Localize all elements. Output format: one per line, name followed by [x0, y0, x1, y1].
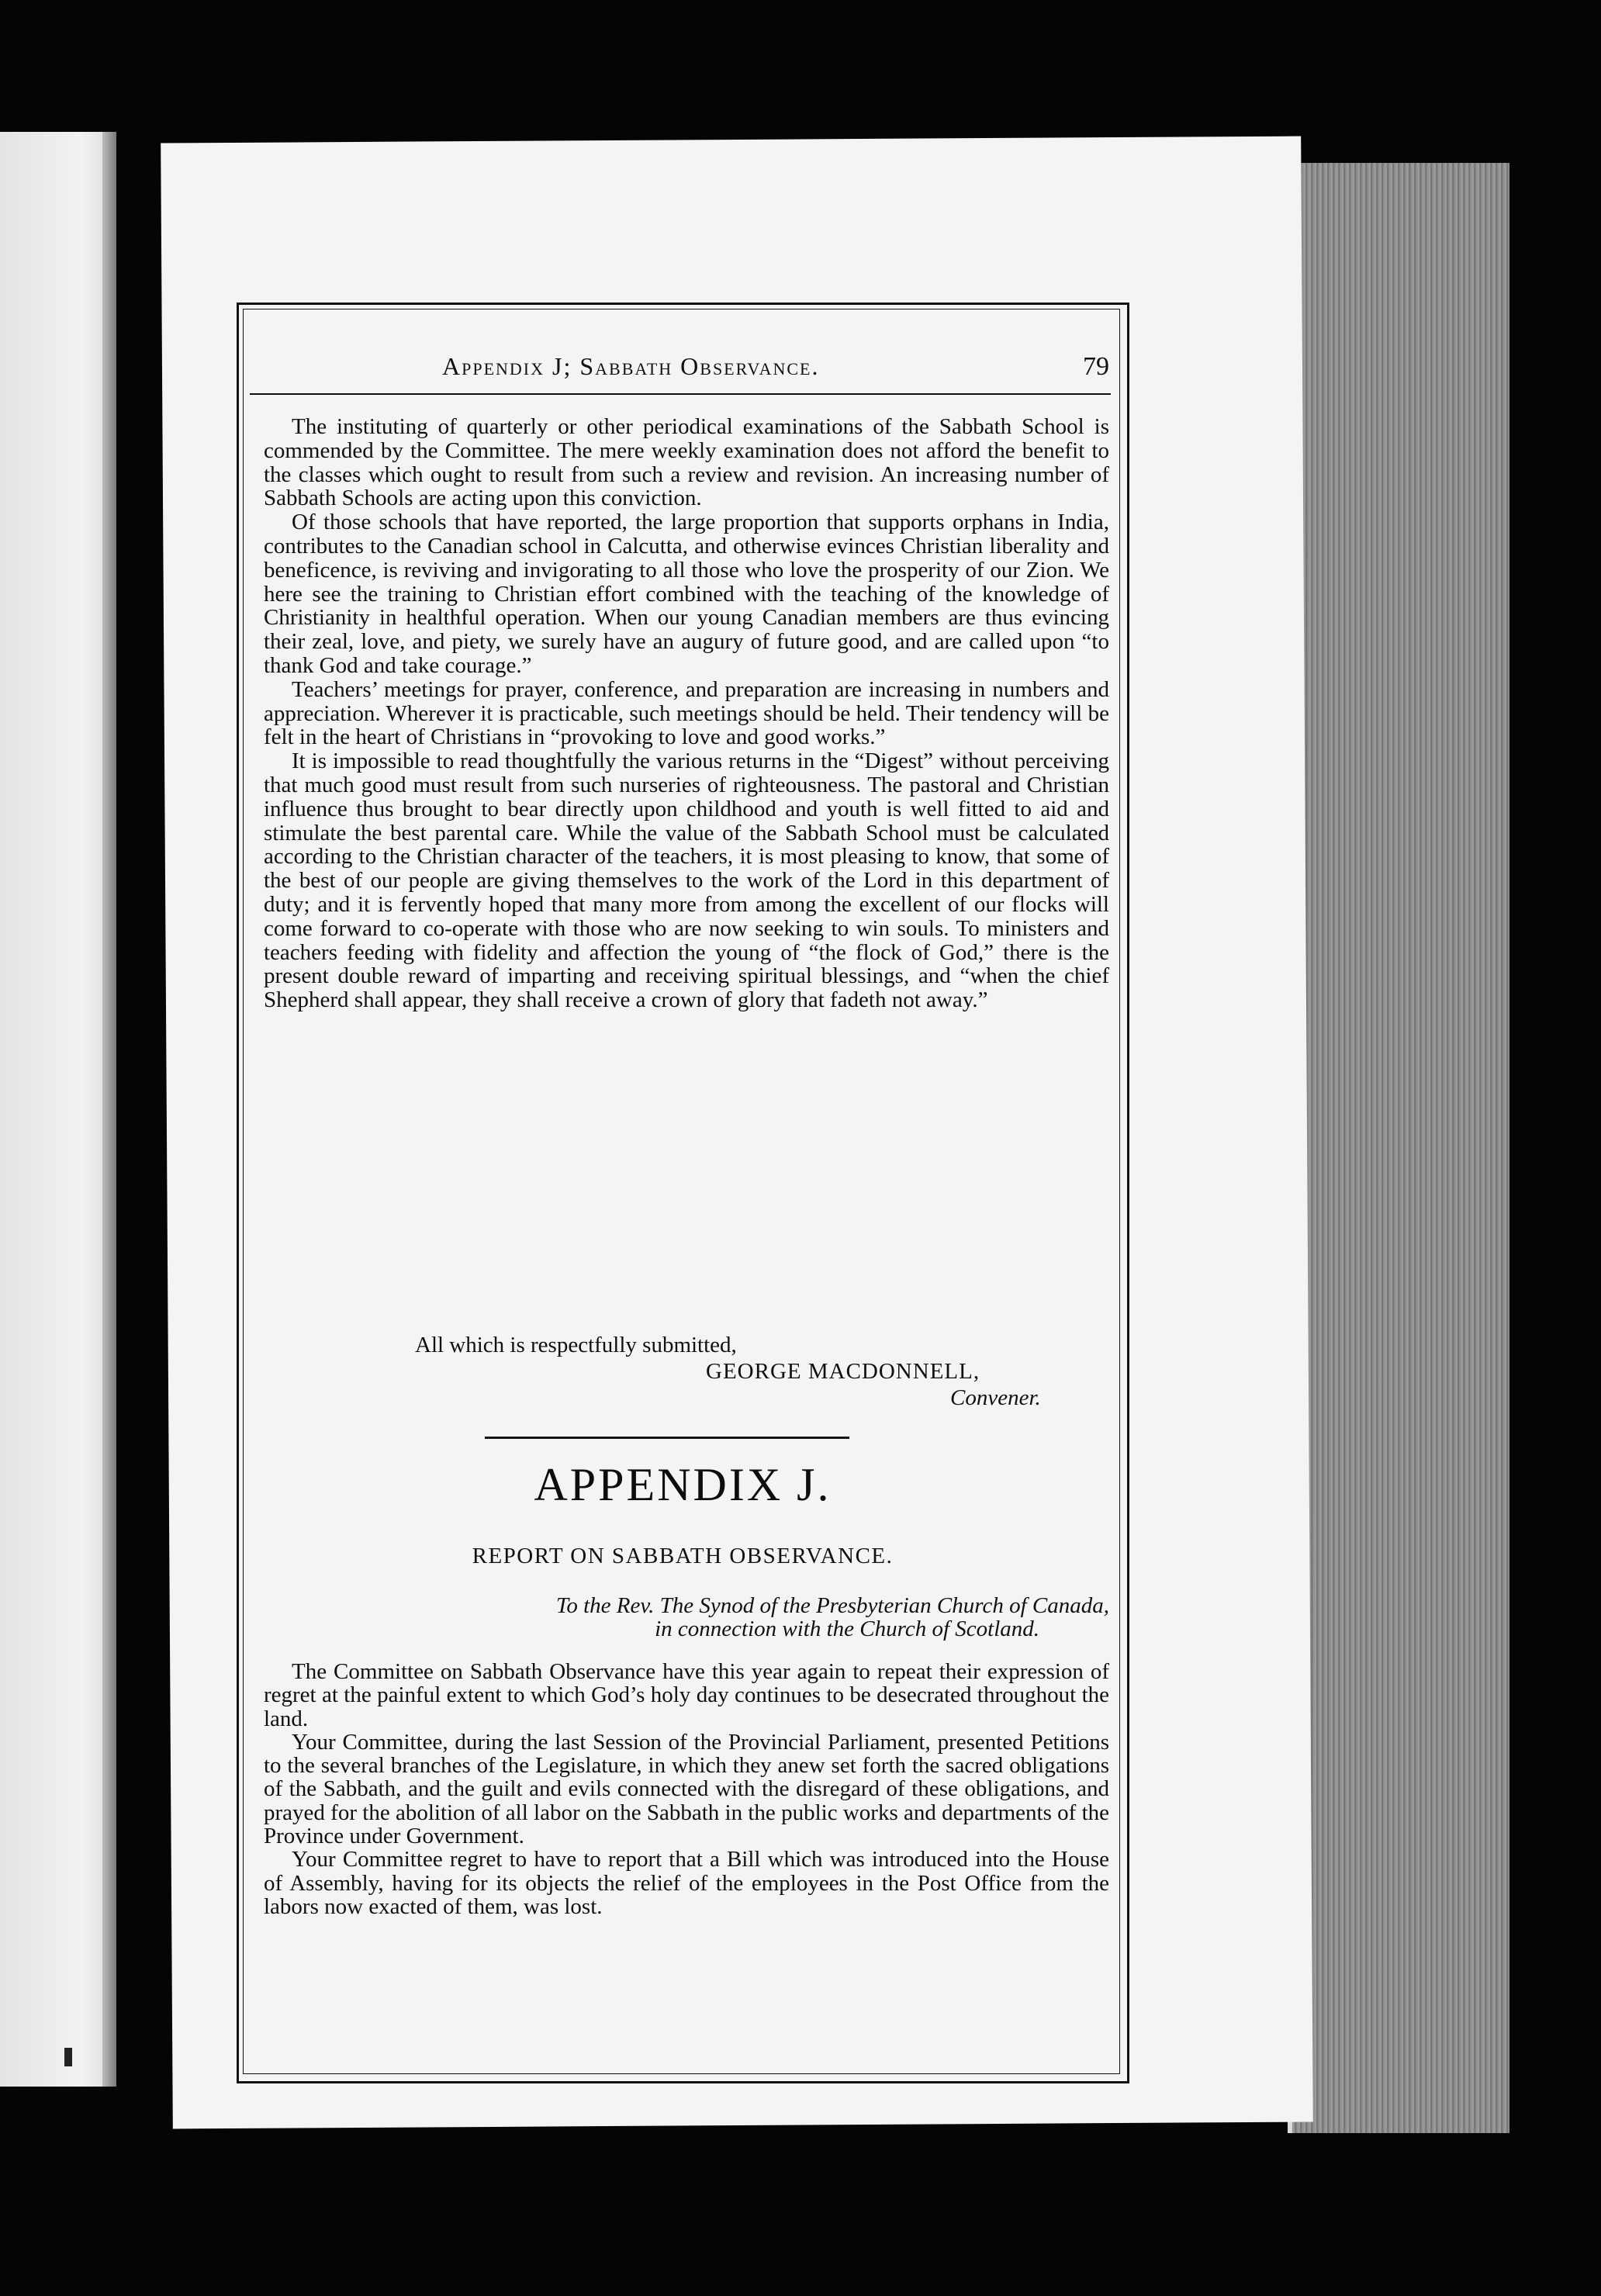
- paragraph: The instituting of quarterly or other periodical examinations of the Sabbath School is commended by the Committee. The mere weekly examination does not afford the benefit to the classes which ought to result from such a review and revision. An increasing number of Sabbath Schools are acting upon this conviction.: [264, 414, 1109, 511]
- address-line: in connection with the Church of Scotland.: [655, 1617, 1039, 1641]
- adjacent-page: [0, 132, 116, 2087]
- paragraph: Of those schools that have reported, the large proportion that supports orphans in India, contributes to the Canadian school in Calcutta, and otherwise evinces Christian liberality and beneficence, is reviving and invigorating to all those who love the prosperity of our Zion. We here see the training to Christian effort combined with the teaching of the knowledge of Christianity in healthful operation. When our young Canadian members are thus evincing their zeal, love, and piety, we surely have an augury of future good, and are called upon “to thank God and take courage.”: [264, 510, 1109, 678]
- running-title: Appendix J; Sabbath Observance.: [442, 352, 820, 380]
- paragraph: The Committee on Sabbath Observance have this year again to repeat their expression of regret at the painful extent to which God’s holy day continues to be desecrated throughout the land.: [264, 1659, 1109, 1731]
- paragraph: Your Committee regret to have to report that a Bill which was introduced into the House of Assembly, having for its objects the relief of the employees in the Post Office from the labors now exacted of them, was lost.: [264, 1847, 1109, 1919]
- paragraph: Teachers’ meetings for prayer, conference, and preparation are increasing in numbers and appreciation. Wherever it is practicable, such meetings should be held. Their tendency will be felt in the heart of Christians in “provoking to love and good works.”: [264, 676, 1109, 750]
- submitted-line: All which is respectfully submitted,: [415, 1333, 737, 1357]
- appendix-subtitle: REPORT ON SABBATH OBSERVANCE.: [472, 1544, 894, 1568]
- book-fore-edge: [1288, 163, 1509, 2133]
- appendix-body: [264, 1660, 1109, 1918]
- page-number: 79: [1083, 352, 1109, 381]
- running-header: [256, 349, 1109, 396]
- paragraph: It is impossible to read thoughtfully the various returns in the “Digest” without perceiving that much good must result from such nurseries of righteousness. The pastoral and Christian influence thus brought to bear directly upon childhood and youth is well fitted to aid and stimulate the best parental care. While the value of the Sabbath School must be calculated according to the Christian character of the teachers, it is most pleasing to know, that some of the best of our people are giving themselves to the work of the Lord in this department of duty; and it is fervently hoped that many more from among the excellent of our flocks will come forward to co-operate with those who are now seeking to win souls. To ministers and teachers feeding with fidelity and affection the young of “the flock of God,” there is the present double reward of imparting and receiving spiritual blessings, and “when the chief Shepherd shall appear, they shall receive a crown of glory that fadeth not away.”: [264, 749, 1109, 1013]
- header-rule: [250, 393, 1111, 395]
- signatory-role: Convener.: [950, 1385, 1041, 1410]
- signatory-name: GEORGE MACDONNELL,: [706, 1359, 980, 1384]
- report-body: [264, 415, 1109, 1012]
- paragraph: Your Committee, during the last Session of the Provincial Parliament, presented Petitions to the several branches of the Legislature, in which they anew set forth the sacred obligations of the Sabbath, and the guilt and evils connected with the disregard of these obligations, and prayed for the abolition of all labor on the Sabbath in the public works and departments of the Province under Government.: [264, 1729, 1109, 1849]
- address-block: [256, 1594, 1109, 1641]
- appendix-title: APPENDIX J.: [534, 1459, 832, 1510]
- section-divider: [485, 1437, 849, 1439]
- address-line: To the Rev. The Synod of the Presbyterian Church of Canada,: [555, 1593, 1109, 1618]
- adjacent-page-edge: [102, 132, 116, 2087]
- bookmark-mark: [64, 2048, 72, 2066]
